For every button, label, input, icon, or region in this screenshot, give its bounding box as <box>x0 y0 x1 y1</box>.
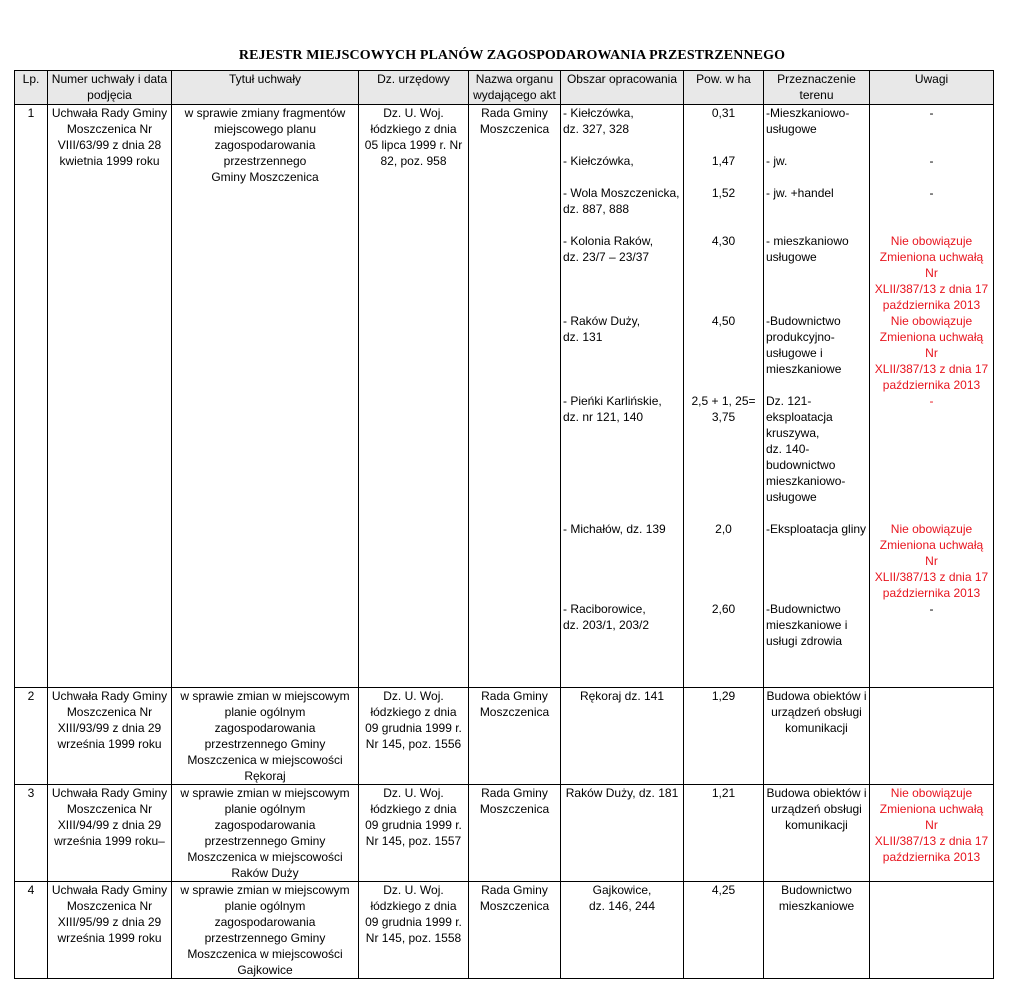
cell-lp: 2 <box>15 688 48 785</box>
col-header-obszar: Obszar opracowania <box>561 71 684 105</box>
przezn-entry: -Budownictwo produkcyjno- usługowe i mieszkaniowe <box>766 314 842 376</box>
cell-uwagi <box>870 105 994 688</box>
przezn-entry: - jw. +handel <box>766 186 834 200</box>
register-table <box>14 70 994 979</box>
obszar-entry: - Raków Duży, dz. 131 <box>563 314 641 344</box>
col-header-numer: Numer uchwały i data podjęcia <box>48 71 172 105</box>
cell-uwagi <box>870 882 994 979</box>
header-row <box>15 71 994 105</box>
cell-pow <box>684 105 764 688</box>
col-header-przezn: Przeznaczenie terenu <box>764 71 870 105</box>
cell-lp: 3 <box>15 785 48 882</box>
cell-przezn: Budowa obiektów i urządzeń obsługi komunikacji <box>764 688 870 785</box>
przezn-entry: -Budownictwo mieszkaniowe i usługi zdrowia <box>766 602 848 648</box>
cell-organ: Rada Gminy Moszczenica <box>469 882 561 979</box>
cell-organ: Rada Gminy Moszczenica <box>469 105 561 688</box>
pow-entry: 2,5 + 1, 25= 3,75 <box>691 394 756 424</box>
pow-entry: 2,60 <box>711 602 736 616</box>
col-header-uwagi: Uwagi <box>870 71 994 105</box>
przezn-entry: Dz. 121- eksploatacja kruszywa, dz. 140- budownictwo mieszkaniowo- usługowe <box>766 394 846 504</box>
uwagi-entry: - <box>929 106 934 120</box>
cell-pow: 1,21 <box>684 785 764 882</box>
uwagi-entry: - <box>929 154 934 168</box>
przezn-entry: - mieszkaniowo usługowe <box>766 234 849 264</box>
cell-obszar: Gajkowice, dz. 146, 244 <box>561 882 684 979</box>
table-row <box>15 688 994 785</box>
obszar-entry: - Kiełczówka, <box>563 154 634 168</box>
cell-dz: Dz. U. Woj. łódzkiego z dnia 09 grudnia 1999 r. Nr 145, poz. 1558 <box>359 882 469 979</box>
przezn-entry: - jw. <box>766 154 788 168</box>
col-header-pow: Pow. w ha <box>684 71 764 105</box>
pow-entry: 1,47 <box>711 154 736 168</box>
uwagi-entry: Nie obowiązuje Zmieniona uchwałą Nr XLII/387/13 z dnia 17 października 2013 <box>874 522 989 600</box>
cell-numer: Uchwała Rady Gminy Moszczenica Nr VIII/63/99 z dnia 28 kwietnia 1999 roku <box>48 105 172 688</box>
cell-organ: Rada Gminy Moszczenica <box>469 688 561 785</box>
cell-pow: 1,29 <box>684 688 764 785</box>
uwagi-entry: - <box>929 186 934 200</box>
cell-przezn: Budowa obiektów i urządzeń obsługi komunikacji <box>764 785 870 882</box>
cell-dz: Dz. U. Woj. łódzkiego z dnia 05 lipca 1999 r. Nr 82, poz. 958 <box>359 105 469 688</box>
obszar-entry: - Kolonia Raków, dz. 23/7 – 23/37 <box>563 234 654 264</box>
table-row <box>15 785 994 882</box>
cell-lp: 1 <box>15 105 48 688</box>
pow-entry: 4,50 <box>711 314 736 328</box>
cell-obszar <box>561 105 684 688</box>
cell-numer: Uchwała Rady Gminy Moszczenica Nr XIII/94/99 z dnia 29 września 1999 roku– <box>48 785 172 882</box>
obszar-entry: - Pieńki Karlińskie, dz. nr 121, 140 <box>563 394 662 424</box>
cell-tytul: w sprawie zmian w miejscowym planie ogólnym zagospodarowania przestrzennego Gminy Moszczenica w miejscowości Gajkowice <box>172 882 359 979</box>
cell-uwagi <box>870 688 994 785</box>
col-header-tytul: Tytuł uchwały <box>172 71 359 105</box>
obszar-entry: - Raciborowice, dz. 203/1, 203/2 <box>563 602 650 632</box>
cell-tytul: w sprawie zmian w miejscowym planie ogólnym zagospodarowania przestrzennego Gminy Moszczenica w miejscowości Rękoraj <box>172 688 359 785</box>
cell-numer: Uchwała Rady Gminy Moszczenica Nr XIII/93/99 z dnia 29 września 1999 roku <box>48 688 172 785</box>
pow-entry: 1,52 <box>711 186 736 200</box>
cell-organ: Rada Gminy Moszczenica <box>469 785 561 882</box>
obszar-entry: - Kiełczówka, dz. 327, 328 <box>563 106 634 136</box>
uwagi-entry: - <box>929 394 934 408</box>
page-title: REJESTR MIEJSCOWYCH PLANÓW ZAGOSPODAROWANIA PRZESTRZENNEGO <box>238 48 786 63</box>
table-row <box>15 105 994 688</box>
pow-entry: 0,31 <box>711 106 736 120</box>
cell-obszar: Raków Duży, dz. 181 <box>561 785 684 882</box>
col-header-lp: Lp. <box>15 71 48 105</box>
table-row <box>15 882 994 979</box>
cell-obszar: Rękoraj dz. 141 <box>561 688 684 785</box>
col-header-dz: Dz. urzędowy <box>359 71 469 105</box>
cell-uwagi: Nie obowiązuje Zmieniona uchwałą Nr XLII/387/13 z dnia 17 października 2013 <box>870 785 994 882</box>
pow-entry: 4,30 <box>711 234 736 248</box>
uwagi-entry: Nie obowiązuje Zmieniona uchwałą Nr XLII/387/13 z dnia 17 października 2013 <box>874 234 989 312</box>
przezn-entry: -Mieszkaniowo- usługowe <box>766 106 850 136</box>
cell-tytul: w sprawie zmian w miejscowym planie ogólnym zagospodarowania przestrzennego Gminy Moszczenica w miejscowości Raków Duży <box>172 785 359 882</box>
uwagi-entry: - <box>929 602 934 616</box>
col-header-organ: Nazwa organu wydającego akt <box>469 71 561 105</box>
cell-dz: Dz. U. Woj. łódzkiego z dnia 09 grudnia 1999 r. Nr 145, poz. 1556 <box>359 688 469 785</box>
cell-tytul: w sprawie zmiany fragmentów miejscowego planu zagospodarowania przestrzennego Gminy Moszczenica <box>172 105 359 688</box>
cell-dz: Dz. U. Woj. łódzkiego z dnia 09 grudnia 1999 r. Nr 145, poz. 1557 <box>359 785 469 882</box>
cell-lp: 4 <box>15 882 48 979</box>
cell-przezn: Budownictwo mieszkaniowe <box>764 882 870 979</box>
cell-numer: Uchwała Rady Gminy Moszczenica Nr XIII/95/99 z dnia 29 września 1999 roku <box>48 882 172 979</box>
pow-entry: 2,0 <box>715 522 732 536</box>
obszar-entry: - Wola Moszczenicka, dz. 887, 888 <box>563 186 680 216</box>
przezn-entry: -Eksploatacja gliny <box>766 522 867 536</box>
cell-pow: 4,25 <box>684 882 764 979</box>
uwagi-entry: Nie obowiązuje Zmieniona uchwałą Nr XLII/387/13 z dnia 17 października 2013 <box>874 314 989 392</box>
cell-przezn <box>764 105 870 688</box>
obszar-entry: - Michałów, dz. 139 <box>563 522 666 536</box>
